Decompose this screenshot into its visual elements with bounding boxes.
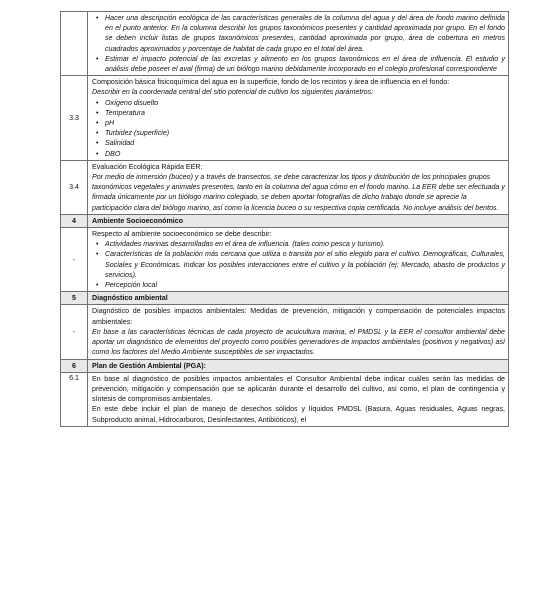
list-item: • pH: [92, 118, 505, 128]
bullet-list: [92, 98, 505, 159]
row-content: [88, 12, 509, 76]
section-header-row: [61, 214, 509, 227]
table-row: [61, 305, 509, 359]
table-row: [61, 76, 509, 161]
section-title: Ambiente Socioeconómico: [88, 214, 509, 227]
row-content: [88, 228, 509, 292]
list-item: • Hacer una descripción ecológica de las características generales de la columna del agua y del área de fondo marino definida en el punto anterior. En la columna describir los grupos taxonómicos presentes y cantidad aproximada por grupo. En el fondo se deben incluir listas de grupos taxonómicos presentes, cantidad aproximada por grupo, área de cobertura en metros cuadrados aproximados y porcentaje de habitat de cada grupo en el total del área.: [92, 13, 505, 54]
list-item: • Temperatura: [92, 108, 505, 118]
section-number: 4: [61, 214, 88, 227]
row-number: -: [61, 228, 88, 292]
table-row: [61, 160, 509, 214]
table-row: [61, 228, 509, 292]
bullet-list: [92, 239, 505, 290]
row-number: 3.3: [61, 76, 88, 161]
row-body: En base al diagnóstico de posibles impactos ambientales el Consultor Ambiental debe indicar cuáles serán las medidas de prevención, mitigación y compensación que se aplicarán durante el desarrollo del cultivo, así como, el plan de contingencia y síntesis de compromisos ambientales.: [92, 374, 505, 404]
list-item: • DBO: [92, 149, 505, 159]
row-number: -: [61, 305, 88, 359]
section-number: 5: [61, 292, 88, 305]
requirements-table: [60, 11, 509, 427]
row-content: [88, 372, 509, 426]
list-item: • Estimar el impacto potencial de las excretas y alimento en los grupos taxonómicos en el área de influencia. El estudio y análisis debe poseer el aval (firma) de un biólogo marino debidamente incorporado en el colegio profesional correspondiente: [92, 54, 505, 74]
list-item: • Actividades marinas desarrolladas en el área de influencia. (tales como pesca y turismo).: [92, 239, 505, 249]
section-number: 6: [61, 359, 88, 372]
list-item: • Salinidad: [92, 138, 505, 148]
row-number: 6.1: [61, 372, 88, 426]
row-instruction: Describir en la coordenada central del sitio potencial de cultivo los siguientes parámetros:: [92, 88, 374, 97]
row-heading: Diagnóstico de posibles impactos ambientales: Medidas de prevención, mitigación y compensación de potenciales impactos ambientales:: [92, 307, 505, 326]
row-heading: Composición básica fisicoquímica del agua en la superficie, fondo de los recintos y área de influencia en el fondo:: [92, 78, 450, 87]
row-body: Por medio de inmersión (buceo) y a través de transectos, se debe caracterizar los tipos y distribución de los principales grupos taxonómicos vegetales y animales presentes, tanto en la columna del agua cómo en el fondo marino. La EER debe ser efectuada y firmada únicamente por un biólogo marino colegiado, se deben aportar fotografías de dicho trabajo donde se aprecie la participación clara del biólogo marino, así como la licencia buceo o su respectiva copia certificada. No incluye análisis del bentos.: [92, 173, 505, 212]
row-number: [61, 12, 88, 76]
section-title: Plan de Gestión Ambiental (PGA):: [88, 359, 509, 372]
row-number: 3.4: [61, 160, 88, 214]
row-content: [88, 160, 509, 214]
section-title: Diagnóstico ambiental: [88, 292, 509, 305]
list-item: • Características de la población más cercana que utiliza o transita por el sitio elegido para el cultivo. Demográficas, Culturales, Sociales y Económicas. Indicar los posibles interacciones entre el cultivo y la población (ej: Mercado, abasto de productos y servicios).: [92, 249, 505, 280]
table-row: [61, 372, 509, 426]
row-heading: Evaluación Ecológica Rápida EER:: [92, 162, 203, 171]
list-item: • Percepción local: [92, 280, 505, 290]
bullet-list: [92, 13, 505, 74]
list-item: • Oxígeno disuelto: [92, 98, 505, 108]
table-row: [61, 12, 509, 76]
list-item: • Turbidez (superficie): [92, 128, 505, 138]
section-header-row: [61, 359, 509, 372]
row-heading: Respecto al ambiente socioeconómico se debe describir:: [92, 230, 272, 239]
row-content: [88, 305, 509, 359]
row-body: En este debe incluir el plan de manejo de desechos sólidos y líquidos PMDSL (Basura, Aguas residuales, Aguas negras, Subproducto animal, Hidrocarburos, Desinfectantes, Antibióticos), el: [92, 405, 505, 424]
row-body: En base a las características técnicas de cada proyecto de acuicultura marina, el PMDSL y la EER el consultor ambiental debe aportar un diagnóstico de elementos del proyecto como posibles generadores de impactos ambientales (positivos y negativos) así como los factores del Medio Ambiente susceptibles de ser impactados.: [92, 327, 505, 357]
row-content: [88, 76, 509, 161]
section-header-row: [61, 292, 509, 305]
